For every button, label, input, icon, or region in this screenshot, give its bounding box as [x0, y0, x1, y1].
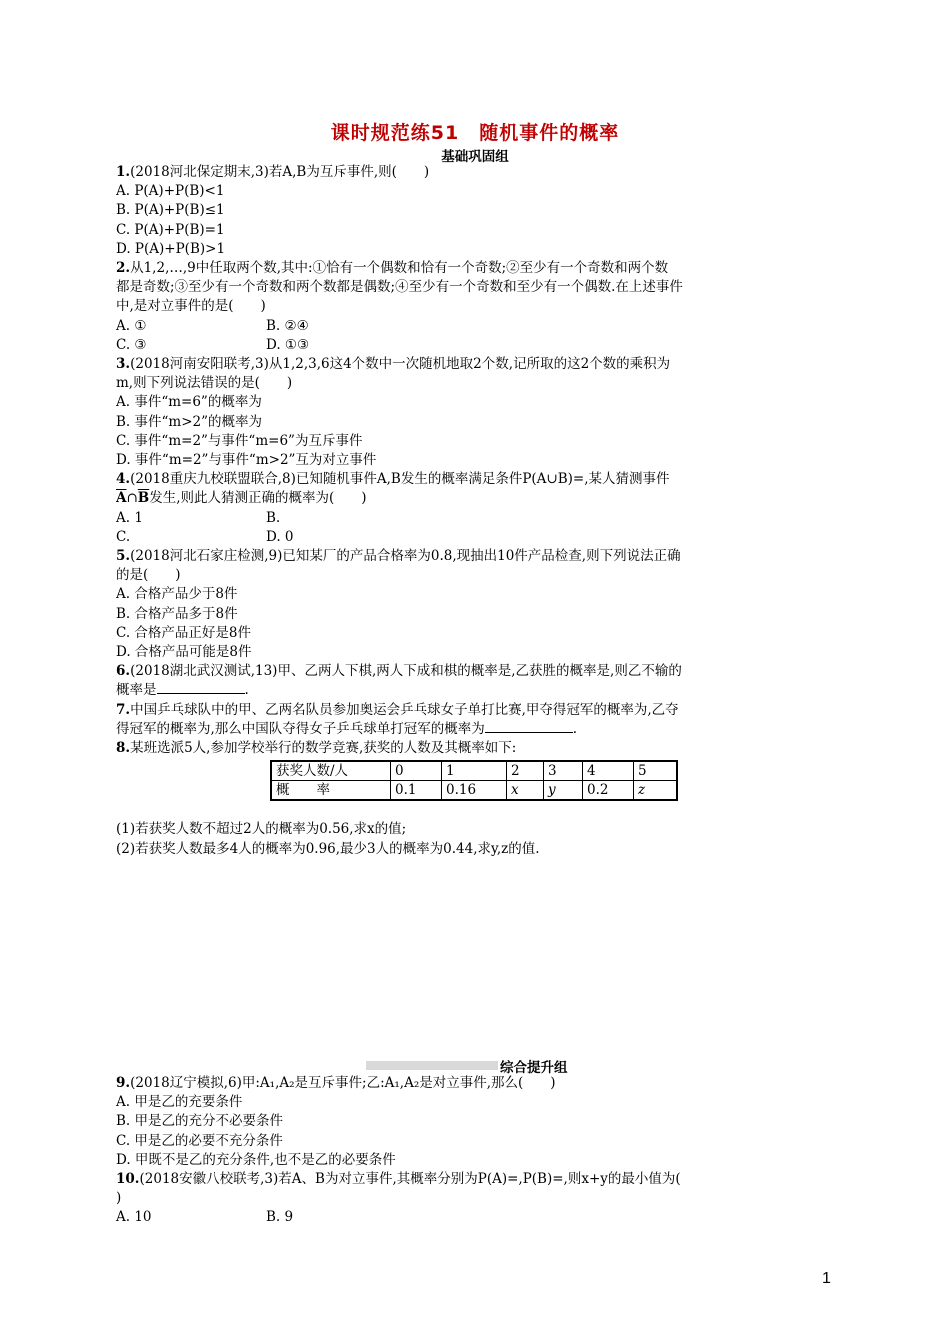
question-8-part-1: (1)若获奖人数不超过2人的概率为0.56,求x的值; [116, 821, 407, 838]
question-6: 6.(2018湖北武汉测试,13)甲、乙两人下棋,两人下成和棋的概率是,乙获胜的概率是,则乙不输的 [116, 663, 682, 680]
q3-option-b: B. 事件“m>2”的概率为 [116, 413, 263, 430]
q9-option-c: C. 甲是乙的必要不充分条件 [116, 1132, 283, 1149]
q3-option-a: A. 事件“m=6”的概率为 [116, 394, 262, 411]
q2-options-ab [116, 317, 836, 336]
q1-option-d: D. P(A)+P(B)>1 [116, 240, 226, 257]
question-8: 8.某班选派5人,参加学校举行的数学竞赛,获奖的人数及其概率如下: [116, 740, 517, 757]
question-10-line-2: ) [116, 1190, 122, 1207]
section-advanced-content [116, 1074, 836, 1228]
complement-b: $\overline{B}$ [137, 490, 150, 507]
q1-option-c: C. P(A)+P(B)=1 [116, 221, 225, 238]
q2-option-c: C. ③ [116, 336, 147, 353]
question-5-line-2: 的是( ) [116, 567, 181, 584]
q5-option-d: D. 合格产品可能是8件 [116, 644, 252, 661]
question-5: 5.(2018河北石家庄检测,9)已知某厂的产品合格率为0.8,现抽出10件产品检查,则下列说法正确 [116, 548, 681, 565]
q4-options-ab [116, 509, 836, 528]
question-4-line-2: $\overline{A}\cap\overline{B}$发生,则此人猜测正确的概率为( ) [116, 490, 367, 507]
q2-option-a: A. ① [116, 317, 147, 334]
question-4: 4.(2018重庆九校联盟联合,8)已知随机事件A,B发生的概率满足条件P(A∪B)=,某人猜测事件 [116, 471, 670, 488]
question-9: 9.(2018辽宁模拟,6)甲:A₁,A₂是互斥事件;乙:A₁,A₂是对立事件,那么( ) [116, 1075, 556, 1091]
q10-option-b: B. 9 [266, 1209, 294, 1226]
question-3: 3.(2018河南安阳联考,3)从1,2,3,6这4个数中一次随机地取2个数,记所取的这2个数的乘积为 [116, 356, 671, 373]
question-3-line-2: m,则下列说法错误的是( ) [116, 375, 293, 392]
q3-option-d: D. 事件“m=2”与事件“m>2”互为对立事件 [116, 452, 377, 469]
q9-option-a: A. 甲是乙的充要条件 [116, 1094, 243, 1111]
q4-option-a: A. 1 [116, 509, 143, 526]
table-row: 获奖人数/人 0 1 2 3 4 5 [271, 761, 677, 781]
question-2-line-2: 都是奇数;③至少有一个奇数和两个数都是偶数;④至少有一个奇数和至少有一个偶数.在上述事件 [116, 279, 683, 296]
q9-option-b: B. 甲是乙的充分不必要条件 [116, 1113, 284, 1130]
question-6-line-2: 概率是 . [116, 682, 249, 699]
question-8-part-2: (2)若获奖人数最多4人的概率为0.96,最少3人的概率为0.44,求y,z的值. [116, 840, 540, 857]
probability-table [270, 760, 678, 801]
table-row: 概 率 0.1 0.16 x y 0.2 z [271, 781, 677, 801]
section-basic-content [116, 163, 836, 859]
q9-option-d: D. 甲既不是乙的充分条件,也不是乙的必要条件 [116, 1151, 396, 1168]
q5-option-a: A. 合格产品少于8件 [116, 586, 238, 603]
q1-option-a: A. P(A)+P(B)<1 [116, 183, 225, 200]
q2-option-d: D. ①③ [266, 336, 310, 353]
q5-option-b: B. 合格产品多于8件 [116, 605, 238, 622]
complement-a: $\overline{A}$ [116, 490, 127, 507]
question-2: 2.从1,2,…,9中任取两个数,其中:①恰有一个偶数和恰有一个奇数;②至少有一个奇数和两个数 [116, 260, 669, 277]
question-10: 10.(2018安徽八校联考,3)若A、B为对立事件,其概率分别为P(A)=,P(B)=,则x+y的最小值为( [116, 1171, 681, 1188]
answer-blank [157, 681, 245, 694]
q10-option-a: A. 10 [116, 1209, 152, 1226]
question-7-line-2: 得冠军的概率为,那么中国队夺得女子乒乓球单打冠军的概率为 . [116, 720, 578, 737]
q5-option-c: C. 合格产品正好是8件 [116, 624, 252, 641]
answer-blank [485, 720, 573, 733]
q10-options-ab [116, 1208, 836, 1227]
section-heading-advanced-label: 综合提升组 [500, 1060, 568, 1076]
question-2-line-3: 中,是对立事件的是( ) [116, 298, 266, 315]
q4-options-cd [116, 528, 836, 547]
question-1: 1.(2018河北保定期末,3)若A,B为互斥事件,则( ) [116, 164, 430, 180]
section-bar [366, 1061, 498, 1070]
q2-options-cd [116, 336, 836, 355]
page-number: 1 [822, 1270, 831, 1287]
question-7: 7.中国乒乓球队中的甲、乙两名队员参加奥运会乒乓球女子单打比赛,甲夺得冠军的概率为,乙夺 [116, 701, 679, 718]
page-title: 课时规范练51 随机事件的概率 [330, 122, 620, 144]
q4-option-d: D. 0 [266, 528, 294, 545]
q4-option-c: C. [116, 528, 131, 545]
section-heading-basic: 基础巩固组 [441, 149, 509, 165]
q2-option-b: B. ②④ [266, 317, 309, 334]
q4-option-b: B. [266, 509, 281, 526]
q1-option-b: B. P(A)+P(B)≤1 [116, 202, 225, 219]
q3-option-c: C. 事件“m=2”与事件“m=6”为互斥事件 [116, 432, 363, 449]
